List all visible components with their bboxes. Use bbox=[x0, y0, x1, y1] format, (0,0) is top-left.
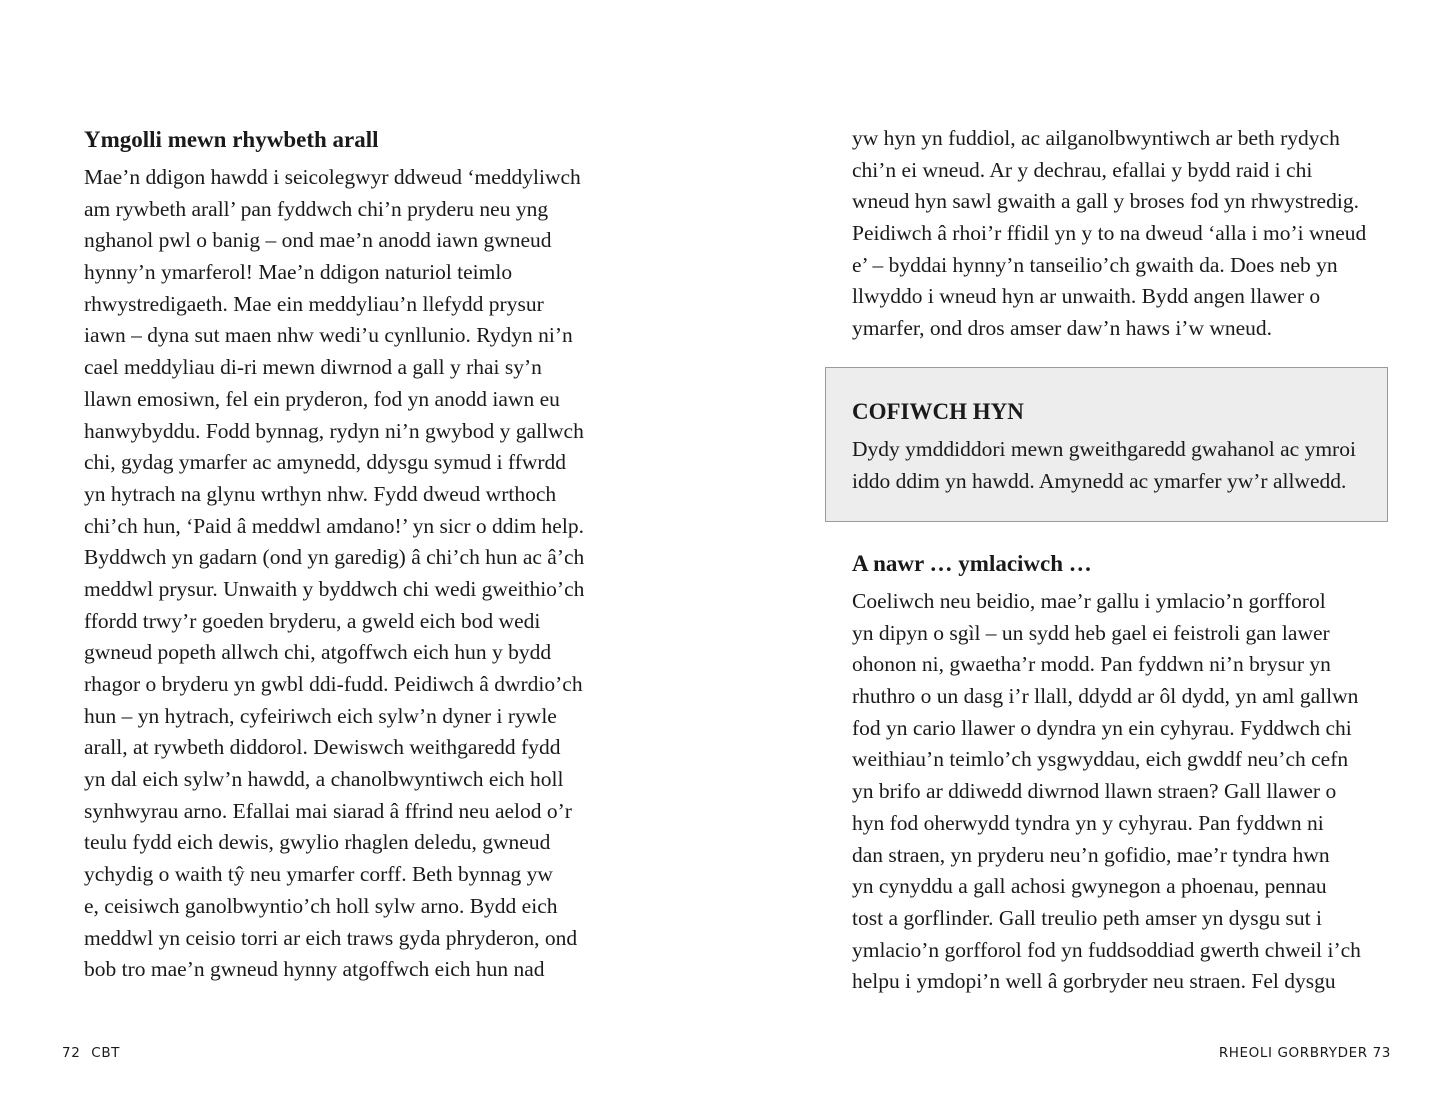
text-line: Coeliwch neu beidio, mae’r gallu i ymlacio’n gorfforol bbox=[852, 589, 1326, 613]
text-line: teulu fydd eich dewis, gwylio rhaglen deledu, gwneud bbox=[84, 830, 551, 855]
text-line: nghanol pwl o banig – ond mae’n anodd iawn gwneud bbox=[84, 228, 552, 253]
right-page bbox=[722, 0, 1445, 1106]
text-line: arall, at rywbeth diddorol. Dewiswch weithgaredd fydd bbox=[84, 735, 561, 760]
text-line: helpu i ymdopi’n well â gorbryder neu straen. Fel dysgu bbox=[852, 969, 1336, 994]
text-line: gwneud popeth allwch chi, atgoffwch eich hun y bydd bbox=[84, 640, 552, 665]
text-line: iawn – dyna sut maen nhw wedi’u cynllunio. Rydyn ni’n bbox=[84, 323, 573, 348]
text-line: yn hytrach na glynu wrthyn nhw. Fydd dweud wrthoch bbox=[84, 481, 557, 506]
text-line: rhuthro o un dasg i’r llall, ddydd ar ôl dydd, yn aml gallwn bbox=[852, 684, 1359, 709]
text-line: chi’n ei wneud. Ar y dechrau, efallai y bydd raid i chi bbox=[852, 157, 1313, 182]
text-line: Dydy ymddiddori mewn gweithgaredd gwahanol ac ymroi bbox=[852, 437, 1356, 461]
text-line: meddwl yn ceisio torri ar eich traws gyda phryderon, ond bbox=[84, 925, 578, 950]
page-number-right: 73 bbox=[1372, 1045, 1391, 1061]
text-line: fod yn cario llawer o dyndra yn ein cyhyrau. Fyddwch chi bbox=[852, 715, 1352, 740]
right-continued-text bbox=[852, 123, 1366, 345]
text-line: wneud hyn sawl gwaith a gall y broses fod yn rhwystredig. bbox=[852, 189, 1359, 214]
text-line: am rywbeth arall’ pan fyddwch chi’n pryderu neu yng bbox=[84, 196, 549, 221]
text-line: meddwl prysur. Unwaith y byddwch chi wedi gweithio’ch bbox=[84, 576, 585, 601]
text-line: ymlacio’n gorfforol fod yn fuddsoddiad gwerth chweil i’ch bbox=[852, 937, 1361, 962]
text-line: e’ – byddai hynny’n tanseilio’ch gwaith da. Does neb yn bbox=[852, 252, 1338, 277]
reminder-box-title: COFIWCH HYN bbox=[852, 399, 1024, 424]
text-line: Byddwch yn gadarn (ond yn garedig) â chi’ch hun ac â’ch bbox=[84, 545, 585, 570]
text-line: rhwystredigaeth. Mae ein meddyliau’n llefydd prysur bbox=[84, 291, 544, 316]
left-footer bbox=[56, 1045, 120, 1061]
text-line: ychydig o waith tŷ neu ymarfer corff. Beth bynnag yw bbox=[84, 862, 553, 887]
section-heading-ymgolli: Ymgolli mewn rhywbeth arall bbox=[84, 127, 379, 152]
section-heading-ymlaciwch: A nawr … ymlaciwch … bbox=[852, 551, 1092, 576]
text-line: ffordd trwy’r goeden bryderu, a gweld eich bod wedi bbox=[84, 608, 541, 633]
text-line: e, ceisiwch ganolbwyntio’ch holl sylw arno. Bydd eich bbox=[84, 893, 558, 918]
text-line: tost a gorflinder. Gall treulio peth amser yn dysgu sut i bbox=[852, 905, 1322, 930]
text-line: hun – yn hytrach, cyfeiriwch eich sylw’n dyner i rywle bbox=[84, 703, 557, 728]
text-line: bob tro mae’n gwneud hynny atgoffwch eich hun nad bbox=[84, 957, 545, 982]
reminder-box-text bbox=[852, 434, 1356, 497]
text-line: Mae’n ddigon hawdd i seicolegwyr ddweud ‘meddyliwch bbox=[84, 165, 581, 189]
text-line: llawn emosiwn, fel ein pryderon, fod yn anodd iawn eu bbox=[84, 386, 560, 411]
page-number-left: 72 bbox=[62, 1045, 81, 1061]
text-line: cael meddyliau di-ri mewn diwrnod a gall y rhai sy’n bbox=[84, 355, 542, 380]
right-body-text bbox=[852, 586, 1361, 998]
text-line: ymarfer, ond dros amser daw’n haws i’w wneud. bbox=[852, 316, 1273, 341]
left-body-text bbox=[84, 162, 584, 986]
text-line: hanwybyddu. Fodd bynnag, rydyn ni’n gwybod y gallwch bbox=[84, 418, 584, 443]
text-line: yn dal eich sylw’n hawdd, a chanolbwyntiwch eich holl bbox=[84, 767, 564, 792]
text-line: rhagor o bryderu yn gwbl ddi-fudd. Peidiwch â dwrdio’ch bbox=[84, 672, 583, 696]
text-line: llwyddo i wneud hyn ar unwaith. Bydd angen llawer o bbox=[852, 284, 1321, 309]
right-footer bbox=[1219, 1045, 1391, 1061]
text-line: yn brifo ar ddiwedd diwrnod llawn straen? Gall llawer o bbox=[852, 779, 1337, 804]
left-page bbox=[0, 0, 722, 1106]
running-title-right: RHEOLI GORBRYDER bbox=[1218, 1045, 1368, 1061]
text-line: Peidiwch â rhoi’r ffidil yn y to na dweud ‘alla i mo’i wneud bbox=[852, 221, 1367, 246]
running-title-left: CBT bbox=[91, 1045, 121, 1061]
text-line: chi’ch hun, ‘Paid â meddwl amdano!’ yn sicr o ddim help. bbox=[84, 513, 584, 538]
text-line: hynny’n ymarferol! Mae’n ddigon naturiol teimlo bbox=[84, 260, 513, 285]
text-line: weithiau’n teimlo’ch ysgwyddau, eich gwddf neu’ch cefn bbox=[852, 747, 1349, 772]
text-line: dan straen, yn pryderu neu’n gofidio, mae’r tyndra hwn bbox=[852, 842, 1330, 867]
text-line: chi, gydag ymarfer ac amynedd, ddysgu symud i ffwrdd bbox=[84, 450, 567, 475]
text-line: synhwyrau arno. Efallai mai siarad â ffrind neu aelod o’r bbox=[84, 798, 572, 823]
text-line: hyn fod oherwydd tyndra yn y cyhyrau. Pan fyddwn ni bbox=[852, 810, 1324, 835]
text-line: yn dipyn o sgìl – un sydd heb gael ei feistroli gan lawer bbox=[852, 620, 1330, 645]
text-line: yn cynyddu a gall achosi gwynegon a phoenau, pennau bbox=[852, 874, 1327, 899]
reminder-box bbox=[825, 367, 1388, 522]
text-line: yw hyn yn fuddiol, ac ailganolbwyntiwch ar beth rydych bbox=[852, 126, 1340, 150]
text-line: ohonon ni, gwaetha’r modd. Pan fyddwn ni’n brysur yn bbox=[852, 652, 1331, 677]
text-line: iddo ddim yn hawdd. Amynedd ac ymarfer yw’r allwedd. bbox=[852, 468, 1347, 493]
